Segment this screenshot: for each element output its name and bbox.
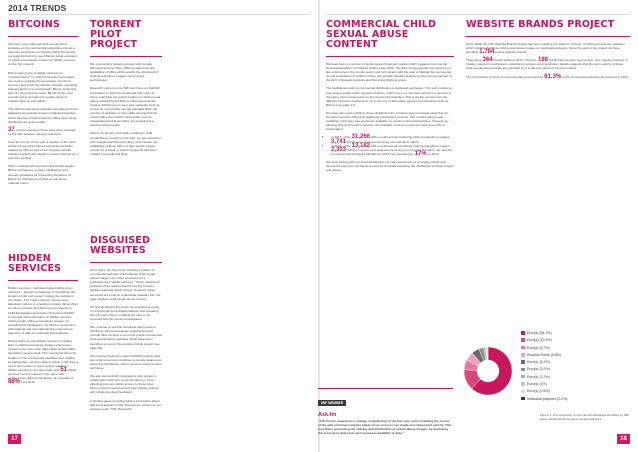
commercial-stat-2014: [331, 144, 454, 156]
brands-text: of the commercial websites we actioned in 2014.: [562, 74, 629, 79]
commercial-heading: COMMERCIAL CHILD SEXUAL ABUSE CONTENT: [326, 19, 437, 50]
legend-label: Russian Ruble (5.8%): [527, 352, 562, 357]
hidden-services-text-3: hidden services content hosted on the open web confirmed as child sexual abuse, an increase of: [8, 367, 78, 380]
legend-label: Euro(s) (13.9%): [527, 338, 552, 343]
legend-label: Euro(s) (0.6%): [527, 389, 550, 394]
legend-item: [521, 366, 567, 373]
hidden-services-heading: HIDDEN SERVICES: [8, 253, 62, 274]
legend-label: Individual payment (0.2%): [527, 396, 568, 401]
bitcoins-heading: BITCOINS: [8, 19, 60, 30]
legend-label: Euro(s) (1.2%): [527, 374, 550, 379]
disguised-para-2: On first identifying this trend, we engineered a way of circumventing the digital pathway and revealing the criminal content, enabling the sites to be removed and the owners investigated.: [90, 304, 160, 322]
commercial-para-1: We have been a member of the European Financial Coalition (EFC) against Commercial Sexual Exploitation of Children Online since 2010. The EFC brings together key actors from law enforcement, the private sector and civil society with the goal of fighting the commercial sexual exploitation of children online. We provide detailed analysis of the commercial part of the EFC's Strategic Analysis and Reporting Working group.: [326, 62, 452, 83]
legend-swatch: [521, 382, 525, 386]
legend-swatch: [521, 331, 525, 335]
top-rule-left: [8, 14, 310, 15]
disguised-para-3: We continue to see this technique being used to distribute child sexual abuse material and also provide direct access to the most prolific commercial child sexual abuse websites which have been identified as part of the website brands project (see page 18).: [90, 325, 162, 350]
bitcoins-column: [8, 20, 78, 189]
bitcoins-para-1: We have now confirmed child sexual abuse websites on the commercial subscription list as a payment mechanism in January 2014. Previously our analysts had only seen Bitcoin being accepted on child sexual abuse content on hidden services on the Tor network.: [8, 42, 77, 67]
hidden-services-column: [8, 254, 78, 388]
brands-text: Since 2009, the IWF Website Brands Project has been tracking the different "brands" of child sexual abuse websites which publicly distribute child sexual abuse images on dedicated websites. Since the start of the project we have identified: [466, 42, 625, 55]
stat-text: In 2013, of the: [331, 135, 351, 140]
brands-text: brands active in 2014. Of these,: [493, 58, 538, 63]
disguised-para-4: We provided training to other INHOPE hotlines and law enforcement and continue to provide awareness about this distribution method and our circumvention technique.: [90, 353, 162, 370]
heading-rule: [90, 262, 162, 263]
bitcoins-para-5: IWF is working with several of the world's largest Bitcoin exchanges to share intelligence and develop strategies for preventing the abuse of Bitcoin by distributors of child sexual abuse material online.: [8, 164, 75, 185]
website-brands-heading: WEBSITE BRANDS PROJECT: [466, 19, 615, 30]
brands-para-3: [466, 75, 630, 79]
brands-stat-value: 1,784: [479, 49, 495, 56]
hidden-services-stat-value-2: 88%: [8, 379, 21, 386]
commercial-stat-2013: [331, 135, 454, 143]
hidden-services-para-2: [8, 339, 78, 384]
legend-label: Euro(s) (1%): [527, 382, 547, 387]
stat-value: 17%: [414, 150, 427, 157]
bitcoins-para-2: Bitcoin was a type of digital currency (or "cryptocurrency") in which encryption techniques are used to regulate the generation of units of currency and verify the transfer of funds, operating independently of a central bank. Bitcoin is the first type of cryptocurrency used. Bitcoin is the most popular and is accepted by a wide range of retailers both on and offline.: [8, 70, 78, 104]
legend-swatch: [521, 360, 525, 364]
torrent-para-3: Where we identify such URLs relating to child sexual abuse content on the web, we removed them with Google and Microsoft. Bing, who monitor the availability of those URLs in their search engine results. As a result, a search engine hit has been notified to Google and Bing.: [90, 131, 162, 156]
legend-swatch: [521, 346, 525, 350]
legend-label: Euro(s) (3.2%): [527, 367, 550, 372]
iwf-member-box: [318, 388, 453, 435]
bitcoins-para-3: The child sexual abuse websites accepting bitcoins appeared as separate listed on hijacked websites which had been hacked and the URLs were being distributed via spam emails.: [8, 107, 78, 124]
disguised-para-5: We also successfully completed a pilot project in collaboration with one of our Members to more effectively prevent public access to these sites where content had previously been hidden and we will include the client feedback.: [90, 374, 159, 395]
top-rule-right: [326, 14, 630, 15]
donut-chart: [462, 345, 514, 402]
stat-value: 2,303: [331, 146, 347, 153]
chart-legend: [521, 330, 567, 403]
brands-text: There were: [466, 58, 482, 63]
brands-text: The top location of these commercial sites accounted for: [466, 74, 544, 79]
legend-item: [521, 352, 567, 359]
iwf-member-tag: IWF MEMBER: [318, 400, 346, 406]
heading-rule: [8, 280, 78, 281]
torrent-heading: TORRENT PILOT PROJECT: [90, 19, 142, 50]
hidden-services-text-4: over 2013.: [20, 380, 36, 385]
legend-item: [521, 330, 567, 337]
commercial-stats-list: [326, 135, 454, 155]
legend-label: Euro(s) (6.7%): [527, 345, 550, 350]
stat-text: (12%) were assessed as being commercial in nature.: [346, 139, 420, 144]
legend-item: [521, 345, 567, 352]
legend-item: [521, 359, 567, 366]
brands-text: unique website brands.: [495, 50, 527, 55]
donut-chart-svg: [462, 345, 514, 397]
legend-label: Euro(s) (5.2%): [527, 360, 550, 365]
brands-stat-value: 364: [482, 57, 493, 64]
hidden-services-text-2: During 2014 we saw hidden services providing links to child sexual abuse images which were hosted on the open web rather than hosted within the hidden service itself. This meant that when the location of the content was identified and notified as appropriate, we were able to action it. We saw a rise in the number of such reports relating to hidden services in the open web, with: [8, 339, 78, 372]
disguised-heading: DISGUISED WEBSITES: [90, 235, 151, 256]
brands-stat-value: 188: [537, 57, 548, 64]
commercial-para-3: We have also seen a shift by those distributing the criminal content towards using Pay-for-Premium services offered by legitimate cyberlocker services. The content being made available in this way was previously available on social commercial websites. However by allowing Pay-for-Premium services, the uploader receives a payment each time a file is downloaded.: [326, 110, 450, 132]
disguised-para-6: A briefing paper providing further information about this trend appears in the "Resources" section on our website under "IWF Research".: [90, 398, 162, 411]
bitcoins-stat-text: reports relating to these sites were received by the IWF between January and April.: [8, 127, 76, 136]
stat-text: on 2013.: [427, 151, 440, 156]
brands-para-2: [466, 58, 630, 70]
legend-item: [521, 337, 567, 344]
legend-swatch: [521, 390, 525, 394]
hidden-services-para-1: Hidden services – websites hosted within proxy networks – present a challenge to the IWF as the location of the web server hosting the website is not visible. This means that we cannot issue takedown notices to a hosting provider. Since 2014 we have provided the National Crime Agency's Child Exploitation and Online Protection (CEOP) Command with information on hidden services which contain child sexual abuse images, by providing this intelligence, the NCA in conjunction with national and international law enforcement agencies, is able to undertake investigations.: [8, 286, 78, 336]
page-number-right: 18: [617, 434, 630, 444]
disguised-column: [90, 236, 162, 415]
iwf-rule: [318, 388, 453, 389]
iwf-member-name: Ask.fm: [318, 412, 337, 418]
legend-item: [521, 374, 567, 381]
brands-text: (51%) had not been seen before. Our ongoing analysis of hosting, payment mechanisms, advertising systems and registration details suggests that the vast majority of these child sexual abuse brands are operated by a small core group of criminal entities.: [466, 58, 628, 71]
heading-rule: [326, 56, 454, 57]
section-label: 2014 TRENDS: [8, 3, 67, 13]
stat-text: URLs confirmed as containing child sexual abuse images: [370, 135, 450, 140]
heading-rule: [466, 36, 630, 37]
torrent-para-1: We successfully piloted a project with Google Microsoft and the Home Office to determine the availability of URLs which enable the download of child sexual abuse images using torrent technologies.: [90, 62, 158, 83]
legend-item: [521, 388, 567, 395]
bitcoins-para-4: Over the course of the year a number of the most prolific commercial child sexual abuse websites tracked by IWF as part of our ongoing website brands research also began to accept bitcoins as a payment method.: [8, 139, 78, 161]
page-number-left: 17: [8, 434, 21, 444]
commercial-column: [326, 20, 454, 176]
figure-caption: Figure 9: The proportion of commercial webpages identified by IWF being distributed by top level commercial sites: [540, 413, 630, 421]
torrent-column: [90, 20, 162, 160]
bitcoins-stat-para: [8, 128, 78, 136]
legend-label: Euro(s) (61.3%): [527, 331, 552, 335]
brands-stat-value: 61.3%: [544, 73, 562, 80]
donut-slices: [464, 347, 512, 395]
stat-text: URLs confirmed as containing child sexual abuse images: [370, 143, 450, 148]
legend-swatch: [521, 375, 525, 379]
stat-value: 3,741: [331, 138, 347, 145]
brands-para-1: [466, 42, 630, 54]
legend-swatch: [521, 368, 525, 372]
page-gutter: [318, 0, 320, 452]
iwf-member-quote: "Ask.fm has undergone a change of leadership in the last year, and combating the issues of the web and improving the safety of our users is our single most important priority. This tool offers preventing the sharing and distribution of sexual abuse images, by deploying the most up to date tools and resources available to date.": [318, 419, 452, 436]
commercial-para-2: The traditional model of commercial distribution is dedicated webpages. This sells content to buy using a single online payment services, which rely on a merchant account or account in the same payment accounts as the commercial websites. This is via the content from the different payment mechanisms, as in the use of alternative payment mechanisms such as Bitcoin (see page 17).: [326, 86, 453, 107]
stat-text: In 2014, of the: [331, 143, 351, 148]
heading-rule: [8, 36, 78, 37]
website-brands-column: [466, 20, 630, 83]
legend-swatch: [521, 397, 525, 401]
commercial-para-4: We work closely with our financial Members to raise awareness of emerging trends and disrupt the payment mechanisms used by criminals exploiting the distribution of these images and videos.: [326, 159, 454, 173]
hidden-services-stat-value: 51: [60, 366, 67, 373]
stat-text: (18%) of reports were assessed as being commercial. Therefore, the number of commercial webpages identified in 2014 has increased by: [331, 147, 453, 156]
heading-rule: [90, 56, 162, 57]
legend-item: [521, 396, 567, 403]
stat-value: 13,182: [351, 142, 371, 149]
legend-swatch: [521, 353, 525, 357]
stat-value: 31,266: [351, 134, 371, 141]
bitcoins-stat-value: 37: [8, 126, 15, 133]
legend-item: [521, 381, 567, 388]
torrent-para-2: Research carried out by IWF and the Lucy Faithfull Foundation in 2013 demonstrated that many of those searching via search engines for child sexual abuse material found links to child sexual abuse images. Whilst peer-to-peer type networks such as torrent do not typically use the standard Web, the number of websites on the public internet that list torrent URLs from which content files may be downloaded and these URLs are considered a search engine results.: [90, 86, 160, 128]
disguised-para-1: Since 2011, we have been tracking a pattern of commercial websites which display child sexual abuse images only when accessed via a predetermined "digital pathway". These "disguised" websites when loaded directly into the browser display legitimate adult content. However, when accessed via a link on a particular gateway site, the page displays child sexual abuse content.: [90, 268, 161, 301]
legend-swatch: [521, 338, 525, 342]
